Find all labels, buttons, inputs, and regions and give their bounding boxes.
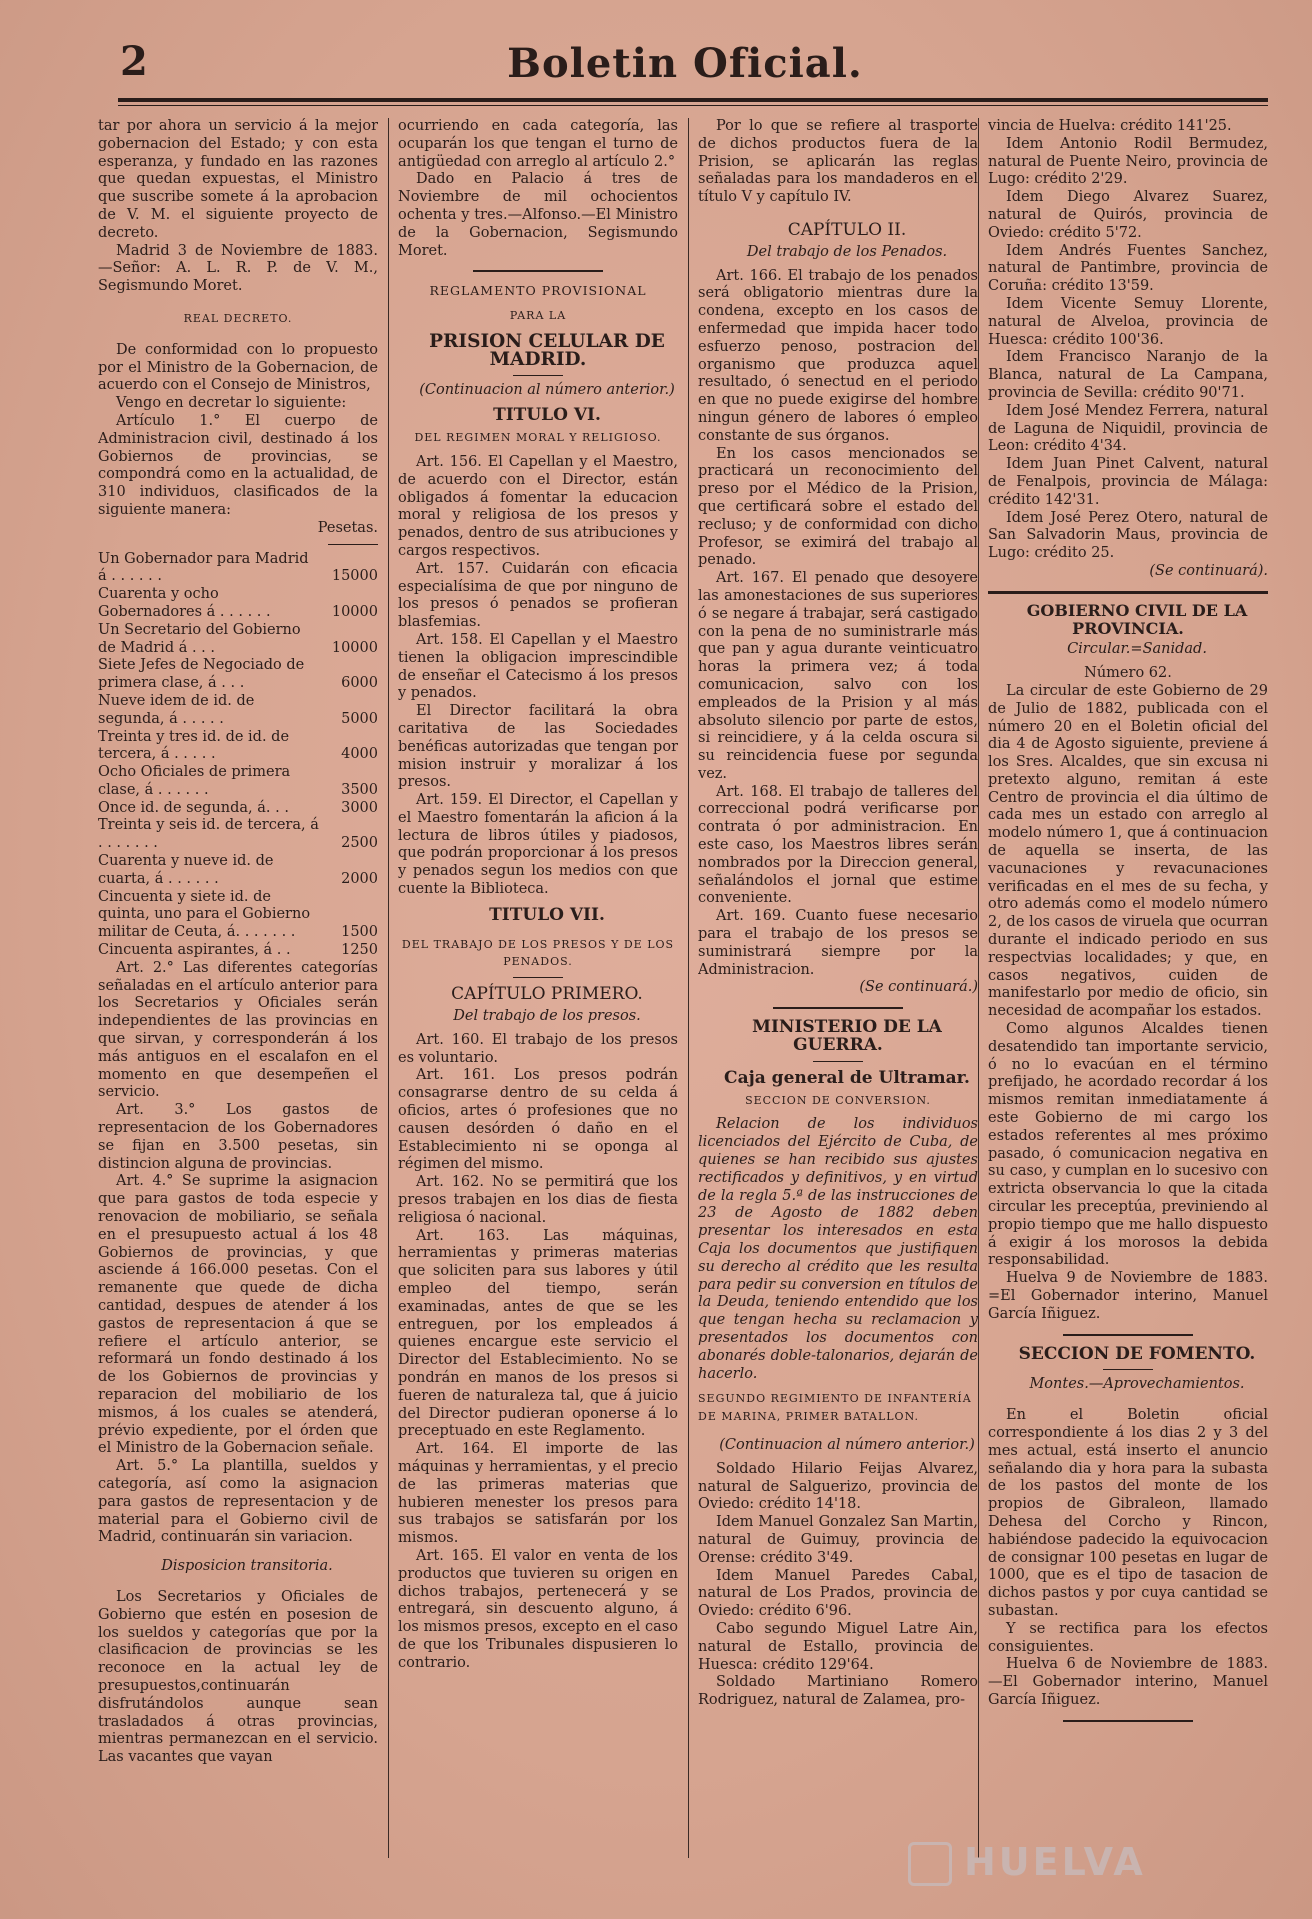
paragraph: Art. 167. El penado que desoyere las amonestaciones de sus superiores ó se negare á trabajar, será castigado con la pena de no suministrarle más que pan y agua durante veinticuatro horas la primera vez; á toda comunicacion, salvo con los empleados de la Prision y al más absoluto silencio por parte de estos, si reincidiere, y á la celda oscura si su reincidencia fuese por segunda vez.: [698, 570, 978, 782]
circular-number: Número 62.: [1084, 665, 1172, 682]
table-row: Un Secretario del Gobierno de Madrid á . . . 10000: [98, 621, 378, 656]
paragraph: En el Boletin oficial correspondiente á los dias 2 y 3 del mes actual, está inserto el anuncio señalando dia y hora para la subasta de los pastos del monte de los propios de Gibraleon, llamado Dehesa del Corcho y Rincon, habiéndose padecido la equivocacion de consignar 100 pesetas en lugar de 1000, que es el tipo de tasacion de dichos pastos y por cuya cantidad se subastan.: [988, 1407, 1268, 1619]
table-row: Nueve idem de id. de segunda, á . . . . . 5000: [98, 692, 378, 727]
paragraph: Huelva 6 de Noviembre de 1883. —El Gobernador interino, Manuel García Iñiguez.: [988, 1656, 1268, 1708]
header-rule-thin: [118, 105, 1268, 106]
list-item: Idem Manuel Gonzalez San Martin, natural de Guimuy, provincia de Orense: crédito 3'49.: [698, 1514, 978, 1566]
table-row: Treinta y seis id. de tercera, á . . . . . . . 2500: [98, 817, 378, 852]
paragraph: Art. 166. El trabajo de los penados será obligatorio mientras dure la condena, excepto en los casos de enfermedad que impida hacer todo esfuerzo penoso, postracion del organismo que produzca aquel resultado, ó senectud en el periodo en que no puede exigirse del hombre ningun género de labores ó empleo constante de sus órganos.: [698, 267, 978, 444]
title-subheading: DEL REGIMEN MORAL Y RELIGIOSO.: [414, 431, 662, 445]
column-2: [398, 118, 678, 1878]
section-subheading: SECCION DE CONVERSION.: [745, 1093, 931, 1107]
chapter-heading: CAPÍTULO II.: [787, 219, 907, 240]
paragraph: Los Secretarios y Oficiales de Gobierno que estén en posesion de los sueldos y categorías que por la clasificacion de provincias se les reconoce en la actual ley de presupuestos,continuarán disfrutándolos aunque sean trasladados á otras provincias, mientras permanezcan en el servicio. Las vacantes que vayan: [98, 1588, 378, 1766]
list-item: vincia de Huelva: crédito 141'25.: [988, 118, 1232, 134]
paragraph: tar por ahora un servicio á la mejor gobernacion del Estado; y con esta esperanza, y fundado en las razones que quedan expuestas, el Ministro que suscribe somete á la aprobacion de V. M. el siguiente proyecto de decreto.: [98, 118, 378, 241]
list-item: Cabo segundo Miguel Latre Ain, natural de Estallo, provincia de Huesca: crédito 129'64.: [698, 1620, 978, 1673]
paragraph: La circular de este Gobierno de 29 de Julio de 1882, publicada con el número 20 en el Boletin oficial del dia 4 de Agosto siguiente, previene á los Sres. Alcaldes, que sin excusa ni pretexto alguno, remitan á este Centro de provincia el dia último de cada mes un estado con arreglo al modelo número 1, que á continuacion de aquella se inserta, de las vacunaciones y revacunaciones verificadas en el mes de su fecha, y otro además como el modelo número 2, de los casos de viruela que ocurran durante el indicado periodo en sus respectvias localidades; y que, en casos negativos, cuiden de manifestarlo por medio de oficio, sin necesidad de acompañar los estados.: [988, 682, 1268, 1020]
title-subheading: DEL TRABAJO DE LOS PRESOS Y DE LOS PENADOS.: [401, 937, 675, 969]
header-rule: [118, 98, 1268, 102]
paragraph: Por lo que se refiere al trasporte de dichos productos fuera de la Prision, se aplicarán las reglas señaladas para los mandaderos en el título V y capítulo IV.: [698, 118, 978, 206]
paragraph: Art. 168. El trabajo de talleres del correccional podrá verificarse por contrata ó por administracion. En este caso, los Maestros libres serán nombrados por la Direccion general, señalándolos el jornal que estime conveniente.: [698, 783, 978, 907]
paragraph: Art. 156. El Capellan y el Maestro, de acuerdo con el Director, están obligados á fomentar la educacion moral y religiosa de los presos y penados, dentro de sus atribuciones y cargos respectivos.: [398, 453, 678, 559]
table-row: Ocho Oficiales de primera clase, á . . . . . . 3500: [98, 764, 378, 798]
paragraph: Y se rectifica para los efectos consiguientes.: [988, 1620, 1268, 1655]
paragraph: Art. 159. El Director, el Capellan y el Maestro fomentarán la aficion á la lectura de libros útiles y piadosos, que podrán proporcionar á los presos y penados segun los medios con que cuente la Biblioteca.: [398, 792, 678, 898]
section-heading: PARA LA: [509, 309, 567, 323]
paragraph: Art. 158. El Capellan y el Maestro tienen la obligacion imprescindible de enseñar el Catecismo á los presos y penados.: [398, 631, 678, 702]
continuation-note: (Continuacion al número anterior.): [719, 1436, 975, 1453]
paragraph: En los casos mencionados se practicará un reconocimiento del preso por el Médico de la Prision, que certificará sobre el estado del recluso; y de conformidad con dicho Profesor, se eximirá del trabajo al penado.: [698, 445, 978, 569]
list-item: Idem Antonio Rodil Bermudez, natural de Puente Neiro, provincia de Lugo: crédito 2'29.: [988, 135, 1268, 188]
section-divider: [988, 591, 1268, 594]
page-header: [110, 38, 1260, 98]
section-subheading: Montes.—Aprovechamientos.: [1029, 1376, 1245, 1393]
paragraph: Art. 162. No se permitirá que los presos trabajen en los dias de fiesta religiosa ó nacional.: [398, 1174, 678, 1226]
salary-table: [98, 551, 378, 960]
continuation-note: (Se continuará.): [859, 979, 978, 996]
chapter-subheading: Del trabajo de los Penados.: [746, 243, 948, 260]
library-seal-icon: [908, 1842, 952, 1886]
section-title: GOBIERNO CIVIL DE LA PROVINCIA.: [1026, 600, 1248, 638]
chapter-heading: CAPÍTULO PRIMERO.: [451, 984, 643, 1005]
title-heading: TITULO VII.: [489, 904, 605, 925]
chapter-subheading: Del trabajo de los presos.: [453, 1008, 641, 1025]
section-title: Caja general de Ultramar.: [724, 1067, 970, 1088]
paragraph: El Director facilitará la obra caritativa de las Sociedades benéficas autorizadas que tengan por mision instruir y moralizar á los presos.: [398, 703, 678, 791]
table-row: Once id. de segunda, á. . . 3000: [98, 799, 378, 816]
page-number: 2: [120, 38, 148, 85]
list-item: Soldado Martiniano Romero Rodriguez, natural de Zalamea, pro-: [698, 1674, 978, 1709]
paragraph: Art. 157. Cuidarán con eficacia especialísima de que por ninguno de los presos ó penados se profieran blasfemias.: [398, 560, 678, 631]
title-heading: TITULO VI.: [493, 405, 601, 426]
list-item: Idem José Mendez Ferrera, natural de Laguna de Niquidil, provincia de Leon: crédito 4'34.: [988, 402, 1268, 455]
paragraph: Art. 3.° Los gastos de representacion de los Gobernadores se fijan en 3.500 pesetas, sin distincion alguna de provincias.: [98, 1102, 378, 1172]
table-row: Siete Jefes de Negociado de primera clase, á . . . 6000: [98, 657, 378, 692]
column-separator: [688, 118, 689, 1858]
column-separator: [978, 118, 979, 1858]
column-4: [988, 118, 1268, 1878]
table-row: Cuarenta y ocho Gobernadores á . . . . . . 10000: [98, 586, 378, 620]
pesetas-header: Pesetas.: [317, 519, 378, 536]
paragraph: De conformidad con lo propuesto por el Ministro de la Gobernacion, de acuerdo con el Consejo de Ministros,: [98, 341, 378, 394]
section-divider: [773, 1007, 903, 1009]
paragraph: Art. 160. El trabajo de los presos es voluntario.: [398, 1031, 678, 1066]
continuation-note: (Continuacion al número anterior.): [419, 381, 675, 398]
section-divider: [1063, 1334, 1193, 1336]
paragraph: ocurriendo en cada categoría, las ocuparán los que tengan el turno de antigüedad con arreglo al artículo 2.°: [398, 118, 678, 170]
column-3: [698, 118, 978, 1878]
paragraph: Art. 169. Cuanto fuese necesario para el trabajo de los presos se suministrará siempre por la Administracion.: [698, 908, 978, 978]
list-item: Idem Juan Pinet Calvent, natural de Fenalpois, provincia de Málaga: crédito 142'31.: [988, 456, 1268, 508]
continuation-note: (Se continuará).: [1149, 562, 1268, 579]
list-item: Soldado Hilario Feijas Alvarez, natural de Salguerizo, provincia de Oviedo: crédito 14'18.: [698, 1460, 978, 1513]
section-divider: [473, 270, 603, 272]
section-title: SECCION DE FOMENTO.: [1018, 1343, 1256, 1364]
list-item: Idem José Perez Otero, natural de San Salvadorin Maus, provincia de Lugo: crédito 25.: [988, 509, 1268, 562]
list-item: Idem Francisco Naranjo de la Blanca, natural de La Campana, provincia de Sevilla: crédito 90'71.: [988, 349, 1268, 401]
table-row: Cuarenta y nueve id. de cuarta, á . . . . . . 2000: [98, 853, 378, 887]
section-title: PRISION CELULAR DE MADRID.: [429, 330, 665, 370]
paragraph: Vengo en decretar lo siguiente:: [116, 395, 347, 412]
paragraph: Art. 165. El valor en venta de los productos que tuvieren su origen en dichos trabajos, pertenecerá y se entregará, sin descuento alguno, á los mismos presos, excepto en el caso de que los Tribunales dispusieren lo contrario.: [398, 1547, 678, 1671]
column-1: [98, 118, 378, 1878]
section-heading: REAL DECRETO.: [183, 311, 293, 325]
section-heading: REGLAMENTO PROVISIONAL: [429, 283, 647, 299]
ministry-heading: MINISTERIO DE LA GUERRA.: [752, 1017, 942, 1056]
section-subheading: Circular.=Sanidad.: [1067, 641, 1207, 658]
list-item: Idem Vicente Semuy Llorente, natural de Alveloa, provincia de Huesca: crédito 100'36.: [988, 295, 1268, 348]
list-item: Idem Manuel Paredes Cabal, natural de Los Prados, provincia de Oviedo: crédito 6'96.: [698, 1567, 978, 1620]
regiment-heading: SEGUNDO REGIMIENTO DE INFANTERÍA DE MARINA, PRIMER BATALLON.: [698, 1392, 972, 1424]
paragraph: Art. 2.° Las diferentes categorías señaladas en el artículo anterior para los Secretarios y Oficiales serán independientes de las provincias en que sirvan, y corresponderán á los más antiguos en el escalafon en el momento en que desempeñen el servicio.: [98, 959, 378, 1101]
table-row: Treinta y tres id. de id. de tercera, á . . . . . 4000: [98, 728, 378, 763]
table-row: Cincuenta aspirantes, á . . 1250: [98, 942, 378, 959]
paragraph: Relacion de los individuos licenciados del Ejército de Cuba, de quienes se han recibido sus ajustes rectificados y definitivos, y en virtud de la regla 5.ª de las instrucciones de 23 de Agosto de 1882 deben presentar los interesados en esta Caja los documentos que justifiquen su derecho al crédito que les resulta para pedir su conversion en títulos de la Deuda, teniendo entendido que los que tengan hecha su reclamacion y presentados los documentos con abonarés doble-talonarios, dejarán de hacerlo.: [698, 1116, 978, 1382]
paragraph: Art. 161. Los presos podrán consagrarse dentro de su celda á oficios, artes ó profesiones que no causen desórden ó daño en el Establecimiento ni se oponga al régimen del mismo.: [398, 1067, 678, 1173]
paragraph: Huelva 9 de Noviembre de 1883. =El Gobernador interino, Manuel García Iñiguez.: [988, 1270, 1268, 1322]
paragraph: Como algunos Alcaldes tienen desatendido tan importante servicio, ó no lo evacúan en el término prefijado, he acordado recordar á los mismos remitan inmediatamente á este Gobierno de mi cargo los estados referentes al mes próximo pasado, ó comunicacion negativa en su caso, y cumplan en lo sucesivo con extricta observancia lo que la citada circular les preceptúa, previniendo al propio tiempo que me hallo dispuesto á exigir á los morosos la debida responsabilidad.: [988, 1021, 1268, 1269]
paragraph: Artículo 1.° El cuerpo de Administracion civil, destinado á los Gobiernos de provincias, se compondrá como en la actualidad, de 310 individuos, clasificados de la siguiente manera:: [98, 412, 378, 518]
column-separator: [388, 118, 389, 1858]
library-watermark: [908, 1838, 1238, 1888]
masthead-title: Boletin Oficial.: [507, 40, 863, 87]
paragraph: Dado en Palacio á tres de Noviembre de mil ochocientos ochenta y tres.—Alfonso.—El Ministro de la Gobernacion, Segismundo Moret.: [398, 171, 678, 259]
paragraph: Art. 164. El importe de las máquinas y herramientas, y el precio de las primeras materias que hubieren menester los presos para sus trabajos se satisfarán por los mismos.: [398, 1441, 678, 1547]
list-item: Idem Andrés Fuentes Sanchez, natural de Pantimbre, provincia de Coruña: crédito 13'59.: [988, 242, 1268, 295]
subheading: Disposicion transitoria.: [161, 1558, 333, 1575]
table-row: Cincuenta y siete id. de quinta, uno para el Gobierno militar de Ceuta, á. . . . . . . 1500: [98, 888, 378, 941]
paragraph: Art. 4.° Se suprime la asignacion que para gastos de toda especie y renovacion de mobiliario, se señala en el presupuesto actual á los 48 Gobiernos de provincias, y que asciende á 166.000 pesetas. Con el remanente que quede de dicha cantidad, despues de atender á los gastos de representacion á que se refiere el artículo anterior, se reformará un fondo destinado á los de los Gobiernos de provincias y reparacion del mobiliario de los mismos, á los cuales se atenderá, prévio expediente, por el órden que el Ministro de la Gobernacion señale.: [98, 1173, 378, 1457]
table-row: Un Gobernador para Madrid á . . . . . . 15000: [98, 550, 378, 585]
paragraph: Art. 5.° La plantilla, sueldos y categoría, así como la asignacion para gastos de representacion y de material para el Gobierno civil de Madrid, continuarán sin variacion.: [98, 1458, 378, 1546]
list-item: Idem Diego Alvarez Suarez, natural de Quirós, provincia de Oviedo: crédito 5'72.: [988, 189, 1268, 241]
watermark-text: HUELVA: [964, 1840, 1146, 1884]
paragraph: Art. 163. Las máquinas, herramientas y primeras materias que soliciten para sus labores y útil empleo del tiempo, serán examinadas, antes de que se les entreguen, por los empleados á quienes encargue este servicio el Director del Establecimiento. No se pondrán en manos de los presos si fueren de naturaleza tal, que á juicio del Director pudieran oponerse á lo preceptuado en este Reglamento.: [398, 1227, 678, 1440]
paragraph: Madrid 3 de Noviembre de 1883. —Señor: A. L. R. P. de V. M., Segismundo Moret.: [98, 242, 378, 295]
section-divider: [1063, 1720, 1193, 1722]
